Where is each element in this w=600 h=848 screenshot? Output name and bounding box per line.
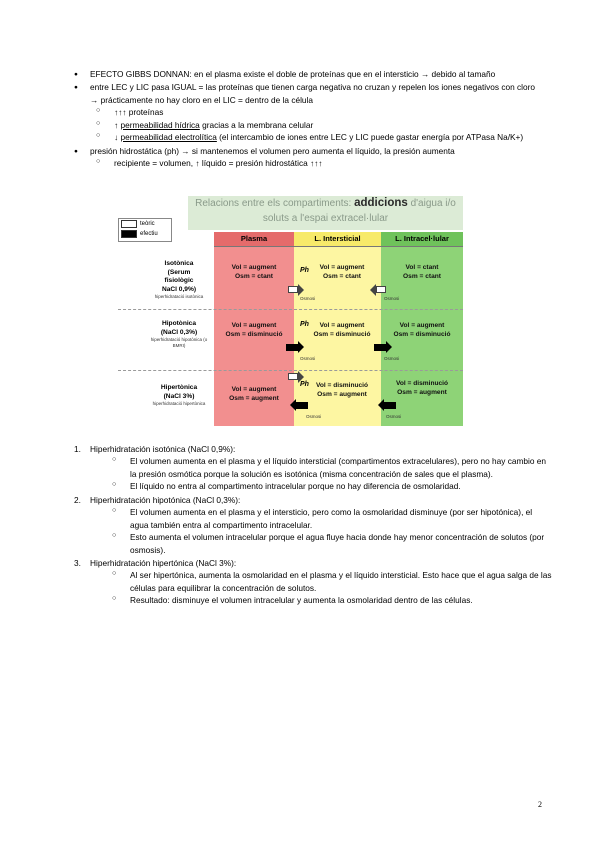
- osmosi-label: Osmosi: [300, 296, 316, 301]
- arrow-teoric: [288, 373, 298, 380]
- legend-solid-swatch: [121, 230, 137, 238]
- arrow-efectiu: [296, 402, 308, 409]
- row-label-isotonica: Isotònica (Serum fisiològic NaCl 0,9%) hiperhidratació isotònica: [154, 260, 204, 299]
- cell-plasma-isotonica: Vol = augment Osm = ctant: [231, 264, 277, 280]
- arrow-teoric: [288, 286, 298, 293]
- arrow-efectiu: [384, 402, 396, 409]
- page-number: 2: [538, 800, 542, 809]
- legend-efectiu: efectiu: [140, 231, 158, 237]
- osmosi-label: Osmosi: [306, 414, 322, 419]
- bullet-presion-hidrostatica: [74, 145, 544, 170]
- osmosi-label: Osmosi: [300, 356, 316, 361]
- ph-label: Ph: [300, 381, 309, 388]
- numbered-title: Hiperhidratación isotónica (NaCl 0,9%):: [90, 444, 236, 454]
- osmosi-label: Osmosi: [386, 414, 402, 419]
- row-label-hipertonica: Hipertònica (NaCl 3%) hiperhidratació hipertònica: [152, 384, 206, 406]
- ph-label: Ph: [300, 267, 309, 274]
- row-divider: [118, 370, 463, 371]
- header-plasma: Plasma: [214, 232, 294, 247]
- osmosi-label: Osmosi: [384, 356, 400, 361]
- sub-item: ○ El volumen aumenta en el plasma y el líquido intersticial (compartimentos extracelulares), pero no hay cambio en la presión osmótica porque la solución es isotónica (misma concentración de sales que el plasma).: [90, 455, 552, 480]
- cell-plasma-hipertonica: Vol = augment Osm = augment: [229, 386, 279, 402]
- sub-item: ○ El líquido no entra al compartimento intracelular porque no hay diferencia de osmolaridad.: [90, 480, 552, 492]
- legend-hollow-swatch: [121, 220, 137, 228]
- header-intracel: L. Intracel·lular: [381, 232, 463, 247]
- cell-intracel-isotonica: Vol = ctant Osm = ctant: [403, 264, 441, 280]
- numbered-title: Hiperhidratación hipotónica (NaCl 0,3%):: [90, 494, 241, 505]
- bullet-text: presión hidrostática (ph) → si mantenemos el volumen pero aumenta el líquido, la presión aumenta: [90, 145, 455, 156]
- cell-intracel-hipertonica: Vol = disminució Osm = augment: [395, 380, 449, 396]
- sub-item: ○ Esto aumenta el volumen intracelular porque el agua fluye hacia donde hay menor concentración de solutos (por osmosis).: [90, 531, 552, 556]
- numbered-item-hipotonica: 2. Hiperhidratación hipotónica (NaCl 0,3%): ○ El volumen aumenta en el plasma y el intersticio, pero como la osmolaridad disminuye (por ser hipotónica), el agua también entra al compartimento intracelular. ○ Esto aumenta el volumen intracelular porque el agua fluye hacia donde hay menor concentración de solutos (por osmosis).: [74, 494, 552, 556]
- sub-item: ○ El volumen aumenta en el plasma y el intersticio, pero como la osmolaridad disminuye (por ser hipotónica), el agua también entra al compartimento intracelular.: [90, 506, 552, 531]
- osmosi-label: Osmosi: [384, 296, 400, 301]
- figure-title: Relacions entre els compartiments: addicions d'aigua i/o soluts a l'espai extracel·lular: [188, 196, 463, 230]
- bullet-text: entre LEC y LIC pasa IGUAL = las proteínas que tienen carga negativa no cruzan y repelen los iones negativos con cloro → prácticamente no hay cloro en el LIC = dentro de la célula: [90, 82, 535, 105]
- arrow-efectiu: [286, 344, 298, 351]
- compartments-figure: [118, 192, 463, 426]
- cell-plasma-hipotonica: Vol = augment Osm = disminució: [225, 322, 283, 338]
- sub-item: ○ ↑↑↑ proteínas: [90, 106, 544, 118]
- sub-item: ○ recipiente = volumen, ↑ líquido = presión hidrostática ↑↑↑: [90, 157, 544, 169]
- legend-teoric: teòric: [140, 221, 155, 227]
- row-label-hipotonica: Hipotònica (NaCl 0,3%) hiperhidratació hipotònica (o BMRI): [150, 320, 208, 348]
- ph-label: Ph: [300, 321, 309, 328]
- figure-legend: [118, 218, 172, 242]
- arrow-efectiu: [374, 344, 386, 351]
- numbered-item-isotonica: 1. Hiperhidratación isotónica (NaCl 0,9%): ○ El volumen aumenta en el plasma y el líquido intersticial (compartimentos extracelulares), pero no hay cambio en la presión osmótica porque la solución es isotónica (misma concentración de sales que el plasma). ○ El líquido no entra al compartimento intracelular porque no hay diferencia de osmolaridad.: [74, 443, 552, 493]
- numbered-item-hipertonica: 3. Hiperhidratación hipertónica (NaCl 3%): ○ Al ser hipertónica, aumenta la osmolaridad en el plasma y el líquido intersticial. Esto hace que el agua salga de las células para equilibrar la concentración de solutos. ○ Resultado: disminuye el volumen intracelular y aumenta la osmolaridad dentro de las células.: [74, 557, 552, 607]
- sub-list: [90, 157, 544, 169]
- row-divider: [118, 309, 463, 310]
- sub-item: ○ ↓ permeabilidad electrolítica (el intercambio de iones entre LEC y LIC puede gastar energía por ATPasa Na/K+): [90, 131, 544, 143]
- bullet-list: [74, 68, 544, 171]
- cell-intersticial-hipotonica: Vol = augment Osm = disminució: [313, 322, 371, 338]
- numbered-title: Hiperhidratación hipertónica (NaCl 3%):: [90, 557, 237, 568]
- sub-list: [90, 106, 544, 143]
- numbered-list: [74, 443, 552, 608]
- cell-intersticial-isotonica: Vol = augment Osm = ctant: [319, 264, 365, 280]
- arrow-teoric: [376, 286, 386, 293]
- bullet-lec-lic: [74, 81, 544, 143]
- bullet-gibbs-donnan: [74, 68, 544, 80]
- sub-item: ○ ↑ permeabilidad hídrica gracias a la membrana celular: [90, 119, 544, 131]
- sub-item: ○ Resultado: disminuye el volumen intracelular y aumenta la osmolaridad dentro de las células.: [90, 594, 552, 606]
- bullet-text: EFECTO GIBBS DONNAN: en el plasma existe el doble de proteínas que en el intersticio → debido al tamaño: [90, 69, 496, 79]
- cell-intracel-hipotonica: Vol = augment Osm = disminució: [393, 322, 451, 338]
- cell-intersticial-hipertonica: Vol = disminució Osm = augment: [315, 382, 369, 398]
- sub-item: ○ Al ser hipertónica, aumenta la osmolaridad en el plasma y el líquido intersticial. Esto hace que el agua salga de las células para equilibrar la concentración de solutos.: [90, 569, 552, 594]
- header-intersticial: L. Intersticial: [294, 232, 381, 247]
